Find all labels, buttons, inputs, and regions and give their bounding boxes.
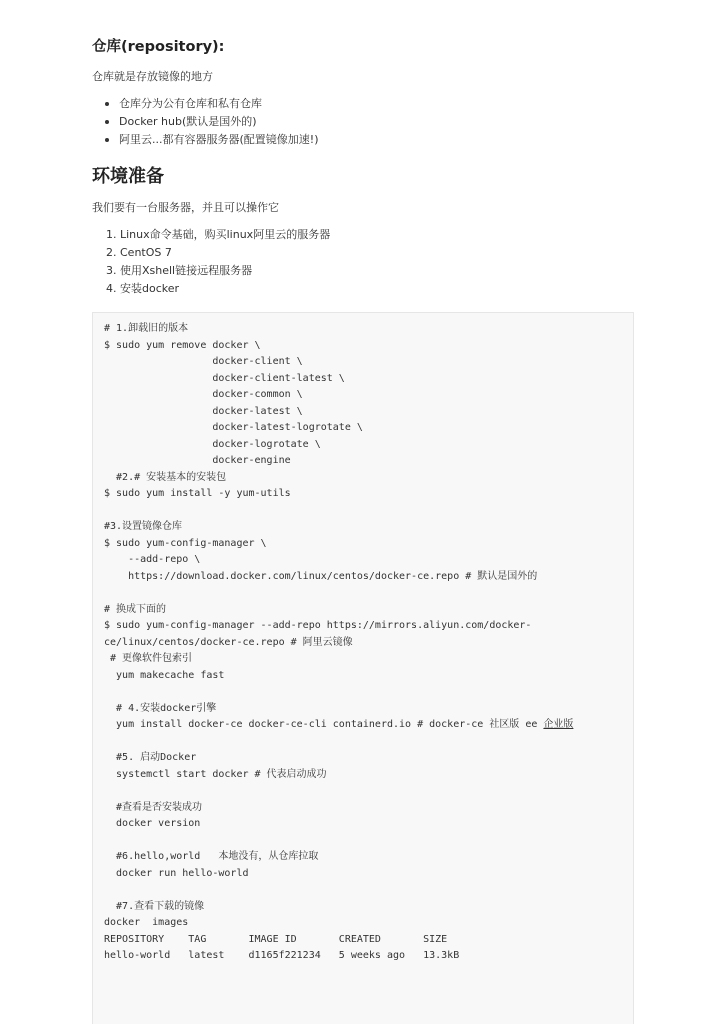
code-line: # 换成下面的 [104,603,167,615]
environment-description: 我们要有一台服务器，并且可以操作它 [92,201,279,214]
list-item: Docker hub(默认是国外的) [92,114,318,132]
code-line: #6.hello,world 本地没有，从仓库拉取 [104,851,319,862]
code-line: #3.设置镜像仓库 [104,521,183,532]
code-lines [104,321,573,965]
code-line: docker-engine [104,455,291,466]
code-line: # 4.安装docker引擎 [104,702,217,714]
code-line: docker-client \ [104,356,303,367]
code-line: yum makecache fast [104,669,225,681]
code-line: docker images [104,917,189,928]
list-item: 仓库分为公有仓库和私有仓库 [92,96,318,114]
code-line: $ sudo yum install -y yum-utils [104,488,291,499]
code-line [104,717,573,734]
code-line [104,833,573,850]
code-line: $ sudo yum remove docker \ [104,339,261,351]
code-line: # 更像软件包索引 [104,653,193,664]
list-item: 4. 安装docker [106,282,180,295]
code-line: #7.查看下载的镜像 [104,900,205,912]
code-line [104,585,573,602]
code-line: docker run hello-world [104,867,249,879]
code-line [104,734,573,751]
code-line [104,684,573,701]
code-line: --add-repo \ [104,554,201,565]
list-item: 阿里云...都有容器服务器(配置镜像加速!) [92,132,318,150]
code-line [104,882,573,899]
code-line: docker-latest-logrotate \ [104,422,363,433]
list-item: 1. Linux命令基础，购买linux阿里云的服务器 [106,228,331,241]
enterprise-edition-label: 企业版 [543,719,574,730]
code-line: docker-logrotate \ [104,438,321,450]
code-line: docker-latest \ [104,405,303,417]
code-line [104,783,573,800]
environment-steps-list [92,227,330,299]
code-line: ce/linux/centos/docker-ce.repo # 阿里云镜像 [104,636,353,648]
list-item: 2. CentOS 7 [106,246,172,259]
repository-bullet-list [92,96,318,150]
code-line: REPOSITORY TAG IMAGE ID CREATED SIZE [104,933,448,945]
repository-description: 仓库就是存放镜像的地方 [92,70,213,83]
code-line: systemctl start docker # 代表启动成功 [104,768,327,780]
code-line: $ sudo yum-config-manager \ [104,537,267,549]
code-line: docker-common \ [104,389,303,400]
code-line-text: yum install docker-ce docker-ce-cli containerd.io # docker-ce 社区版 ee [104,719,544,730]
repository-heading: 仓库(repository): [92,39,225,55]
code-line [104,503,573,520]
code-block [92,312,634,1024]
code-line: https://download.docker.com/linux/centos/docker-ce.repo # 默认是国外的 [104,570,538,582]
code-line: docker-client-latest \ [104,372,345,384]
code-line: #查看是否安装成功 [104,801,203,813]
code-line: docker version [104,818,201,829]
environment-heading: 环境准备 [92,166,164,187]
code-line: $ sudo yum-config-manager --add-repo https://mirrors.aliyun.com/docker- [104,620,532,631]
code-line: #2.# 安装基本的安装包 [104,471,227,483]
code-line: hello-world latest d1165f221234 5 weeks ago 13.3kB [104,950,460,961]
code-line: # 1.卸载旧的版本 [104,323,189,334]
list-item: 3. 使用Xshell链接远程服务器 [106,264,253,277]
code-line: #5. 启动Docker [104,752,197,763]
